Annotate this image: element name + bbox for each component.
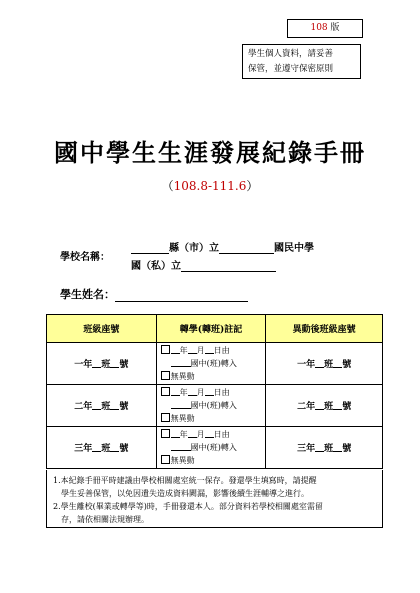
class-record-table	[46, 314, 383, 469]
new-class-seat-cell[interactable]: 一年 班 號	[266, 343, 383, 385]
table-row	[47, 343, 383, 385]
private-school-blank[interactable]	[181, 260, 276, 272]
header-new-class-seat: 異動後班級座號	[266, 315, 383, 343]
page-title: 國中學生生涯發展紀錄手冊	[54, 138, 366, 167]
note-item: 1.本紀錄手冊平時建議由學校相關處室統一保存。發還學生填寫時，請提醒 學生妥善保管，以免因遺失造成資料闕漏，影響後續生涯輔導之進行。	[53, 476, 317, 498]
no-change-checkbox[interactable]	[161, 413, 170, 422]
school-public-line: 縣（市）立 國民中學	[131, 239, 314, 254]
privacy-notice-line1: 學生個人資料，請妥善	[248, 49, 334, 59]
student-name-label: 學生姓名：	[60, 288, 115, 301]
class-seat-cell[interactable]: 二年 班 號	[47, 385, 157, 427]
no-change-checkbox[interactable]	[161, 371, 170, 380]
version-number: 108	[310, 23, 328, 33]
transfer-note-cell: 年 月 日由 國中(班)轉入 無異動	[156, 385, 266, 427]
class-seat-cell[interactable]: 三年 班 號	[47, 427, 157, 469]
table-header-row	[47, 315, 383, 343]
table-row	[47, 427, 383, 469]
table-row	[47, 385, 383, 427]
student-name-line	[60, 286, 248, 302]
transfer-note-cell: 年 月 日由 國中(班)轉入 無異動	[156, 343, 266, 385]
transfer-checkbox[interactable]	[161, 387, 170, 396]
no-change-checkbox[interactable]	[161, 455, 170, 464]
version-suffix: 版	[327, 23, 340, 33]
transfer-checkbox[interactable]	[161, 429, 170, 438]
student-name-blank[interactable]	[115, 290, 248, 302]
county-blank[interactable]	[131, 242, 169, 254]
class-seat-cell[interactable]: 一年 班 號	[47, 343, 157, 385]
privacy-notice-line2: 保管，並遵守保密原則	[248, 64, 334, 74]
version-badge	[287, 19, 363, 38]
new-class-seat-cell[interactable]: 三年 班 號	[266, 427, 383, 469]
privacy-notice	[242, 44, 361, 79]
school-name-label: 學校名稱：	[60, 252, 110, 263]
new-class-seat-cell[interactable]: 二年 班 號	[266, 385, 383, 427]
note-item: 2.學生離校(畢業或轉學等)時，手冊發還本人。部分資料若學校相關處室需留 存，請依相關法規辦理。	[53, 502, 323, 524]
header-class-seat: 班級座號	[47, 315, 157, 343]
notes-box	[46, 470, 383, 528]
header-transfer-note: 轉學(轉班)註記	[156, 315, 266, 343]
transfer-note-cell: 年 月 日由 國中(班)轉入 無異動	[156, 427, 266, 469]
school-name-blank[interactable]	[219, 242, 274, 254]
school-private-line: 國（私）立	[131, 257, 276, 272]
transfer-checkbox[interactable]	[161, 345, 170, 354]
page-subtitle: （108.8-111.6）	[161, 179, 259, 193]
school-year-range: 108.8-111.6	[173, 179, 247, 193]
